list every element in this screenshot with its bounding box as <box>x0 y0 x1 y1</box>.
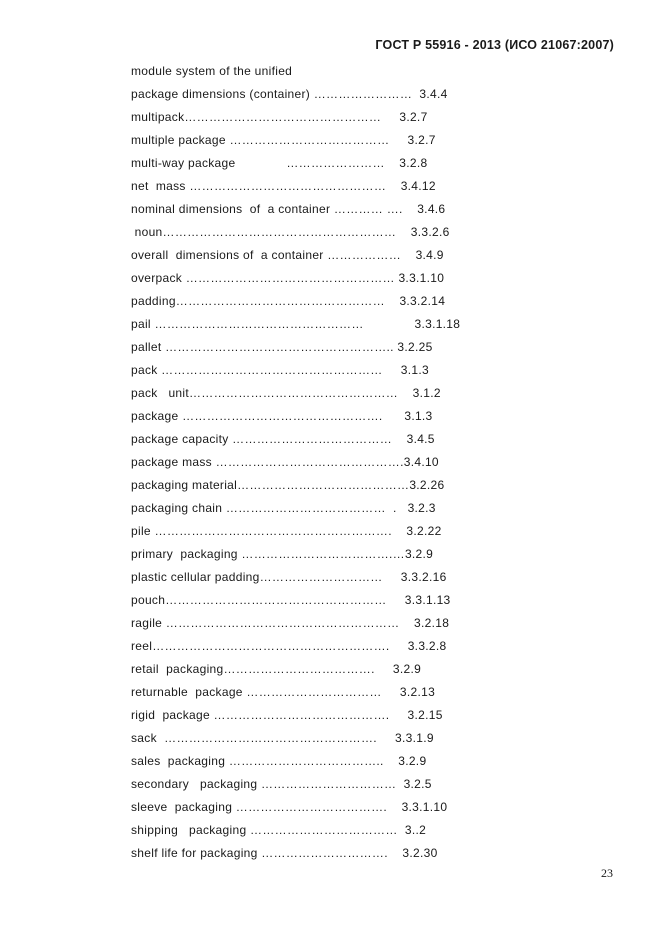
index-entry: module system of the unified <box>131 64 293 78</box>
page-number: 23 <box>601 866 613 880</box>
index-entry: packaging material……………………………………3.2.26 <box>131 478 445 492</box>
index-entry: rigid package ……………………………………. 3.2.15 <box>131 708 443 722</box>
index-entry: sack ……………………………………………. 3.3.1.9 <box>131 731 434 745</box>
index-entry: package dimensions (container) …………………… 3.4.4 <box>131 87 448 101</box>
index-entry: multi-way package …………………… 3.2.8 <box>131 156 428 170</box>
index-entry: sleeve packaging ………………………………. 3.3.1.10 <box>131 800 448 814</box>
index-entry: ragile ………………………………………………… 3.2.18 <box>131 616 450 630</box>
index-entry: reel…………………………………………………. 3.3.2.8 <box>131 639 447 653</box>
index-entry: padding…………………………………………… 3.3.2.14 <box>131 294 446 308</box>
index-entry: sales packaging ……………………………….. 3.2.9 <box>131 754 427 768</box>
index-entry: package mass ……………………………………….3.4.10 <box>131 455 439 469</box>
index-entry: overpack …………………………………………… 3.3.1.10 <box>131 271 445 285</box>
index-entry: package …………………………………………. 3.1.3 <box>131 409 433 423</box>
index-entry: pouch……………………………………………… 3.3.1.13 <box>131 593 451 607</box>
index-entry: shelf life for packaging …………………………. 3.2.30 <box>131 846 438 860</box>
index-entry: retail packaging………………………………. 3.2.9 <box>131 662 422 676</box>
index-entry: net mass ………………………………………… 3.4.12 <box>131 179 436 193</box>
index-entry: package capacity ………………………………… 3.4.5 <box>131 432 435 446</box>
index-entry: noun………………………………………………… 3.3.2.6 <box>131 225 450 239</box>
index-entry: multiple package ………………………………… 3.2.7 <box>131 133 436 147</box>
index-entry: returnable package …………………………… 3.2.13 <box>131 685 436 699</box>
index-entry: multipack………………………………………… 3.2.7 <box>131 110 428 124</box>
index-entry: packaging chain ………………………………… . 3.2.3 <box>131 501 436 515</box>
index-entry: secondary packaging …………………………… 3.2.5 <box>131 777 432 791</box>
index-entry: nominal dimensions of a container ………… …. 3.4.6 <box>131 202 446 216</box>
index-entry: pile …………………………………………………. 3.2.22 <box>131 524 442 538</box>
index-entry: pack unit…………………………………………… 3.1.2 <box>131 386 441 400</box>
index-entry: pallet ……………………………………………….. 3.2.25 <box>131 340 433 354</box>
index-entry: primary packaging ……………………………….…3.2.9 <box>131 547 434 561</box>
alphabetical-index <box>131 62 531 867</box>
index-entry: pack ……………………………………………… 3.1.3 <box>131 363 429 377</box>
index-entry: plastic cellular padding………………………… 3.3.2.16 <box>131 570 447 584</box>
document-header: ГОСТ Р 55916 - 2013 (ИСО 21067:2007) <box>375 38 614 52</box>
index-entry: shipping packaging ……………………………… 3..2 <box>131 823 427 837</box>
index-entry: pail …………………………………………… 3.3.1.18 <box>131 317 461 331</box>
index-entry: overall dimensions of a container ……………… 3.4.9 <box>131 248 444 262</box>
